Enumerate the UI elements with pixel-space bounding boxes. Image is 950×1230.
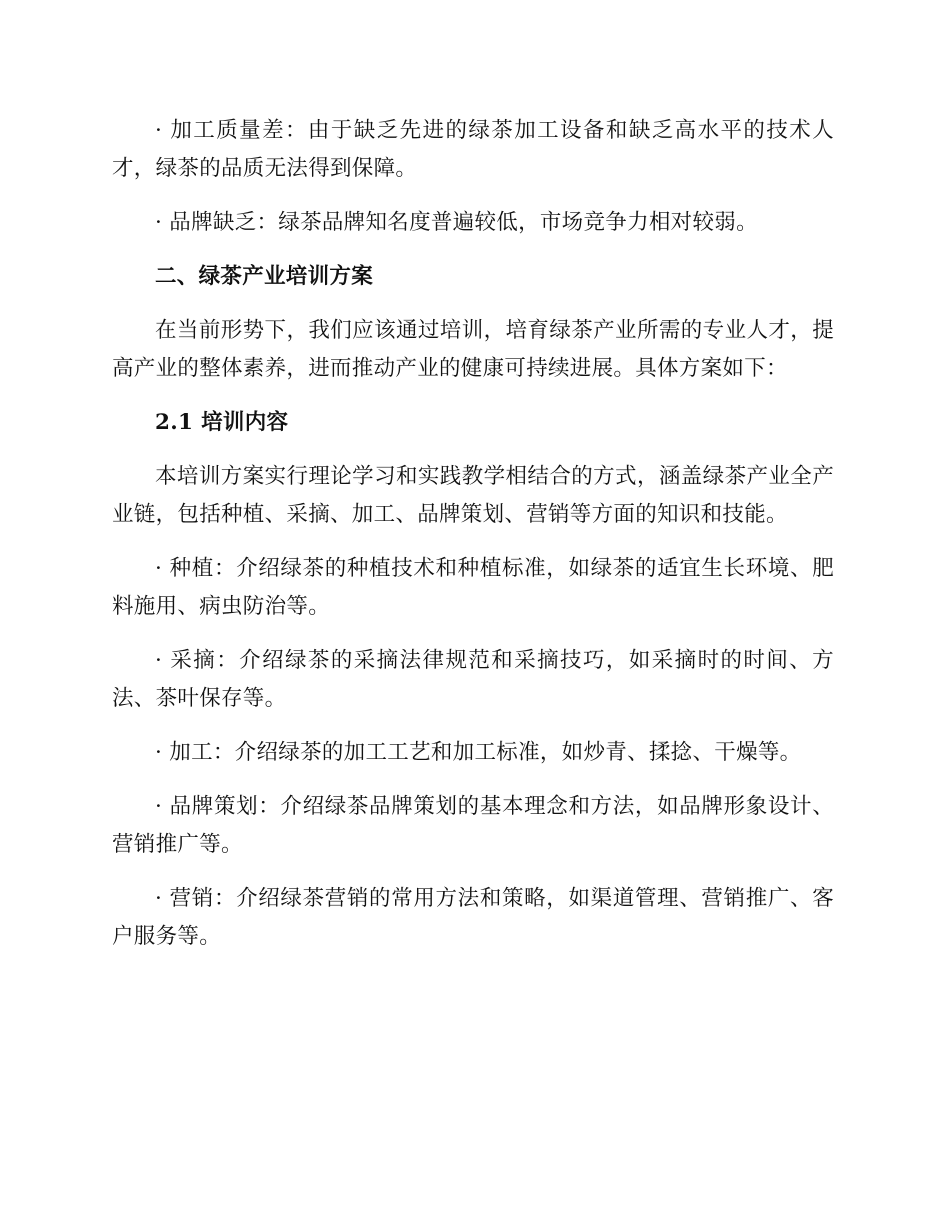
bullet-brand-lacking: · 品牌缺乏：绿茶品牌知名度普遍较低，市场竞争力相对较弱。 bbox=[155, 210, 758, 235]
intro-paragraph: 在当前形势下，我们应该通过培训，培育绿茶产业所需的专业人才，提高产业的整体素养，进而推动产业的健康可持续进展。具体方案如下： bbox=[112, 318, 834, 381]
section-heading-training-plan: 二、绿茶产业培训方案 bbox=[155, 264, 374, 289]
bullet-processing-quality: · 加工质量差：由于缺乏先进的绿茶加工设备和缺乏高水平的技术人才，绿茶的品质无法得到保障。 bbox=[112, 118, 834, 181]
bullet-processing: · 加工：介绍绿茶的加工工艺和加工标准，如炒青、揉捻、干燥等。 bbox=[155, 740, 802, 765]
bullet-planting: · 种植：介绍绿茶的种植技术和种植标准，如绿茶的适宜生长环境、肥料施用、病虫防治等。 bbox=[112, 556, 834, 619]
bullet-brand-planning: · 品牌策划：介绍绿茶品牌策划的基本理念和方法，如品牌形象设计、营销推广等。 bbox=[112, 794, 834, 857]
training-overview-paragraph: 本培训方案实行理论学习和实践教学相结合的方式，涵盖绿茶产业全产业链，包括种植、采摘、加工、品牌策划、营销等方面的知识和技能。 bbox=[112, 464, 834, 527]
bullet-marketing: · 营销：介绍绿茶营销的常用方法和策略，如渠道管理、营销推广、客户服务等。 bbox=[112, 886, 834, 949]
bullet-picking: · 采摘：介绍绿茶的采摘法律规范和采摘技巧，如采摘时的时间、方法、茶叶保存等。 bbox=[112, 648, 834, 711]
subsection-heading-training-content: 2.1 培训内容 bbox=[155, 410, 289, 435]
document-body bbox=[112, 112, 834, 972]
